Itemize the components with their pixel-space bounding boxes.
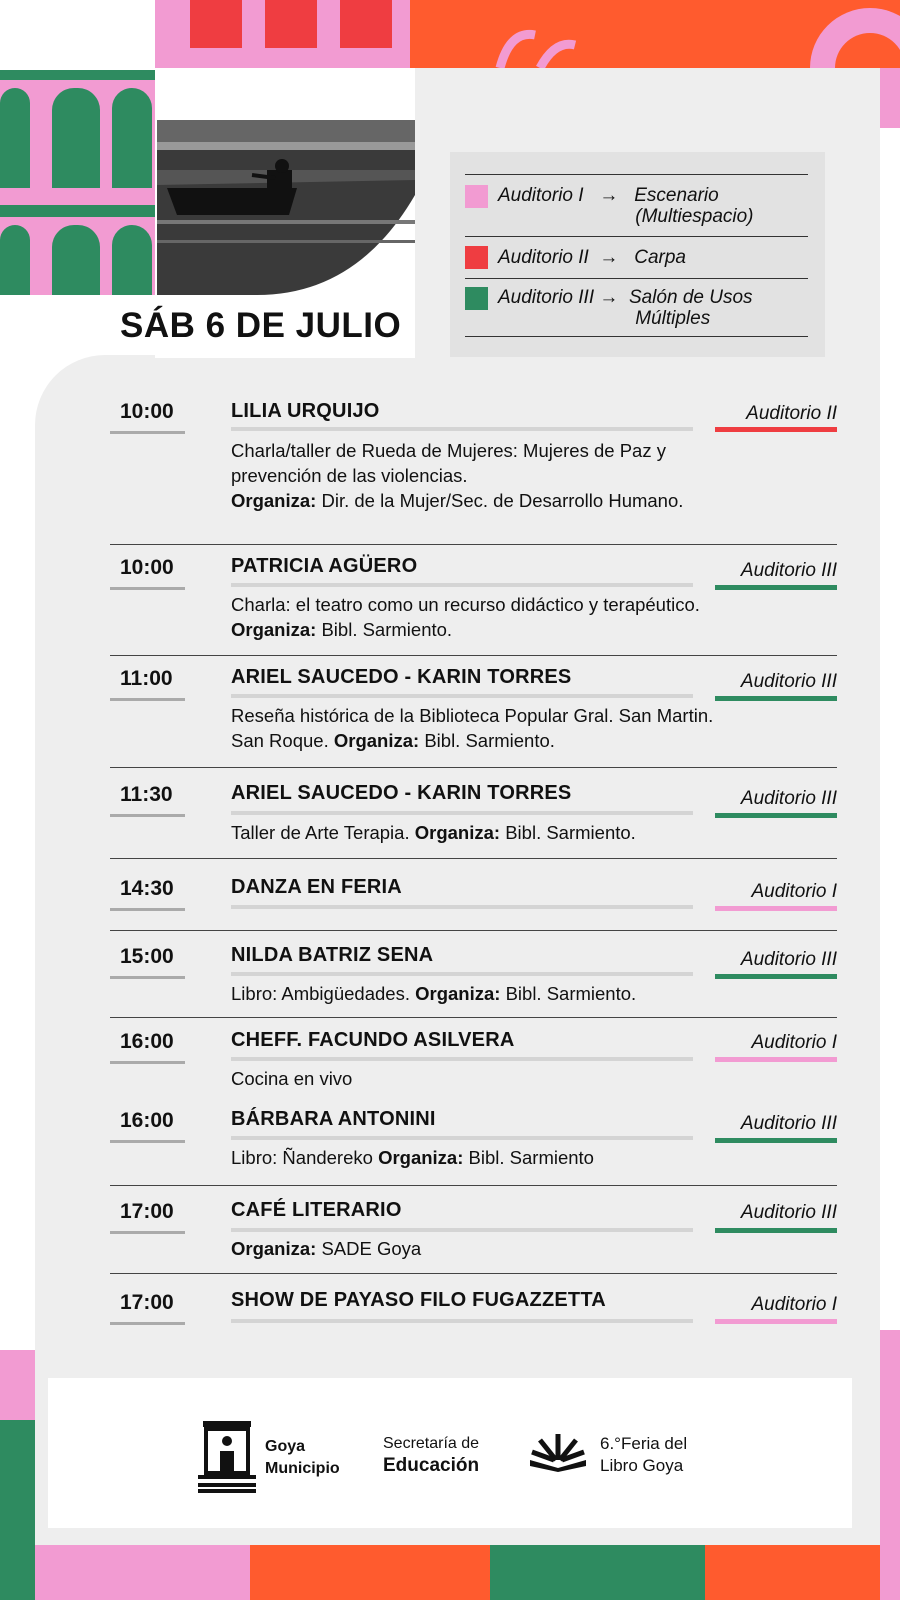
event-name: NILDA BATRIZ SENA: [231, 944, 434, 966]
name-underline: [231, 583, 693, 587]
event-time: 11:00: [120, 667, 173, 690]
auditorium-color-bar: [715, 1319, 837, 1324]
name-underline: [231, 427, 693, 431]
row-separator: [110, 767, 837, 768]
decor-green-band: [0, 205, 155, 217]
event-name: DANZA EN FERIA: [231, 876, 402, 898]
auditorium-color-bar: [715, 813, 837, 818]
time-underline: [110, 908, 185, 911]
legend-swatch-pink: [465, 185, 488, 208]
event-time: 16:00: [120, 1030, 174, 1053]
auditorium-color-bar: [715, 974, 837, 979]
event-auditorium: Auditorio I: [751, 1294, 837, 1315]
event-auditorium: Auditorio III: [740, 1113, 837, 1134]
event-name: SHOW DE PAYASO FILO FUGAZZETTA: [231, 1289, 606, 1311]
event-description: Libro: Ambigüedades. Organiza: Bibl. Sarmiento.: [231, 983, 637, 1004]
event-auditorium: Auditorio III: [740, 788, 837, 809]
name-underline: [231, 1319, 693, 1323]
name-underline: [231, 972, 693, 976]
time-underline: [110, 587, 185, 590]
time-underline: [110, 1061, 185, 1064]
event-description: Charla/taller de Rueda de Mujeres: Mujeres de Paz y prevención de las violencias. Organiza: Dir. de la Mujer/Sec. de Desarrollo Humano.: [231, 440, 684, 511]
auditorium-color-bar: [715, 585, 837, 590]
name-underline: [231, 1136, 693, 1140]
time-underline: [110, 1322, 185, 1325]
legend-divider: [465, 174, 808, 175]
event-description: Taller de Arte Terapia. Organiza: Bibl. Sarmiento.: [231, 822, 636, 843]
event-description: Reseña histórica de la Biblioteca Popular Gral. San Martin. San Roque. Organiza: Bibl. Sarmiento.: [231, 705, 714, 751]
event-time: 10:00: [120, 556, 174, 579]
feria-logo-line1: 6.°Feria del: [600, 1434, 688, 1453]
event-description: Cocina en vivo: [231, 1068, 353, 1089]
name-underline: [231, 1228, 693, 1232]
time-underline: [110, 1140, 185, 1143]
time-underline: [110, 976, 185, 979]
secretaria-line2: Educación: [383, 1455, 480, 1476]
secretaria-line1: Secretaría de: [383, 1435, 480, 1452]
book-fair-logo-icon: [528, 1430, 588, 1472]
legend-swatch-red: [465, 246, 488, 269]
event-name: ARIEL SAUCEDO - KARIN TORRES: [231, 782, 572, 804]
row-separator: [110, 1185, 837, 1186]
auditorium-color-bar: [715, 1138, 837, 1143]
event-time: 14:30: [120, 877, 174, 900]
auditorium-color-bar: [715, 1228, 837, 1233]
legend-divider: [465, 278, 808, 279]
goya-logo-line1: Goya: [265, 1438, 306, 1455]
event-auditorium: Auditorio III: [740, 671, 837, 692]
row-separator: [110, 1273, 837, 1274]
decor-red-block: [265, 0, 317, 48]
event-name: BÁRBARA ANTONINI: [231, 1108, 436, 1130]
goya-municipio-logo-icon: [198, 1413, 256, 1493]
event-time: 10:00: [120, 400, 174, 423]
decor-arch: [112, 88, 152, 188]
auditorium-color-bar: [715, 696, 837, 701]
decor-red-block: [340, 0, 392, 48]
event-description: Organiza: SADE Goya: [231, 1238, 422, 1259]
event-time: 11:30: [120, 783, 173, 806]
event-description: Charla: el teatro como un recurso didáctico y terapéutico. Organiza: Bibl. Sarmiento.: [231, 594, 700, 640]
decor-bottom-strip: [705, 1543, 900, 1600]
auditorium-color-bar: [715, 906, 837, 911]
decor-arch: [52, 88, 100, 188]
legend-item-text: Auditorio I → Escenario (Multiespacio): [498, 185, 754, 227]
event-auditorium: Auditorio I: [751, 881, 837, 902]
name-underline: [231, 811, 693, 815]
event-auditorium: Auditorio III: [740, 560, 837, 581]
decor-orange-pattern: [480, 0, 900, 68]
event-auditorium: Auditorio I: [751, 1032, 837, 1053]
name-underline: [231, 905, 693, 909]
auditorium-color-bar: [715, 427, 837, 432]
event-name: CAFÉ LITERARIO: [231, 1199, 402, 1221]
decor-arch: [52, 225, 100, 295]
row-separator: [110, 655, 837, 656]
auditorium-color-bar: [715, 1057, 837, 1062]
event-time: 16:00: [120, 1109, 174, 1132]
row-separator: [110, 1017, 837, 1018]
decor-bottom-strip: [35, 1543, 250, 1600]
row-separator: [110, 858, 837, 859]
decor-arch: [0, 225, 30, 295]
sponsor-footer: [48, 1378, 852, 1528]
legend-divider: [465, 236, 808, 237]
name-underline: [231, 694, 693, 698]
event-auditorium: Auditorio III: [740, 949, 837, 970]
event-auditorium: Auditorio III: [740, 1202, 837, 1223]
time-underline: [110, 698, 185, 701]
legend-swatch-green: [465, 287, 488, 310]
boat-photo: [157, 70, 415, 295]
row-separator: [110, 544, 837, 545]
legend-divider: [465, 336, 808, 337]
event-description: Libro: Ñandereko Organiza: Bibl. Sarmiento: [231, 1147, 594, 1168]
decor-left-green-strip: [0, 70, 155, 80]
decor-arch: [0, 88, 30, 188]
legend-item-text: Auditorio II → Carpa: [498, 247, 686, 268]
decor-bottom-strip: [250, 1543, 490, 1600]
time-underline: [110, 431, 185, 434]
decor-right-bottom: [880, 1330, 900, 1600]
event-time: 17:00: [120, 1200, 174, 1223]
goya-logo-line2: Municipio: [265, 1460, 340, 1477]
event-auditorium: Auditorio II: [746, 403, 837, 424]
time-underline: [110, 1231, 185, 1234]
decor-bottom-pink: [0, 1350, 35, 1420]
row-separator: [110, 930, 837, 931]
event-name: LILIA URQUIJO: [231, 400, 380, 422]
venue-legend: [450, 152, 825, 357]
feria-logo-line2: Libro Goya: [600, 1456, 684, 1475]
legend-item-text: Auditorio III → Salón de Usos Múltiples: [498, 287, 753, 329]
event-name: ARIEL SAUCEDO - KARIN TORRES: [231, 666, 572, 688]
event-time: 15:00: [120, 945, 174, 968]
name-underline: [231, 1057, 693, 1061]
decor-arch: [112, 225, 152, 295]
time-underline: [110, 814, 185, 817]
event-time: 17:00: [120, 1291, 174, 1314]
event-name: CHEFF. FACUNDO ASILVERA: [231, 1029, 515, 1051]
decor-bottom-strip: [490, 1543, 705, 1600]
page-title: SÁB 6 DE JULIO: [120, 306, 402, 345]
event-name: PATRICIA AGÜERO: [231, 555, 418, 577]
decor-red-block: [190, 0, 242, 48]
